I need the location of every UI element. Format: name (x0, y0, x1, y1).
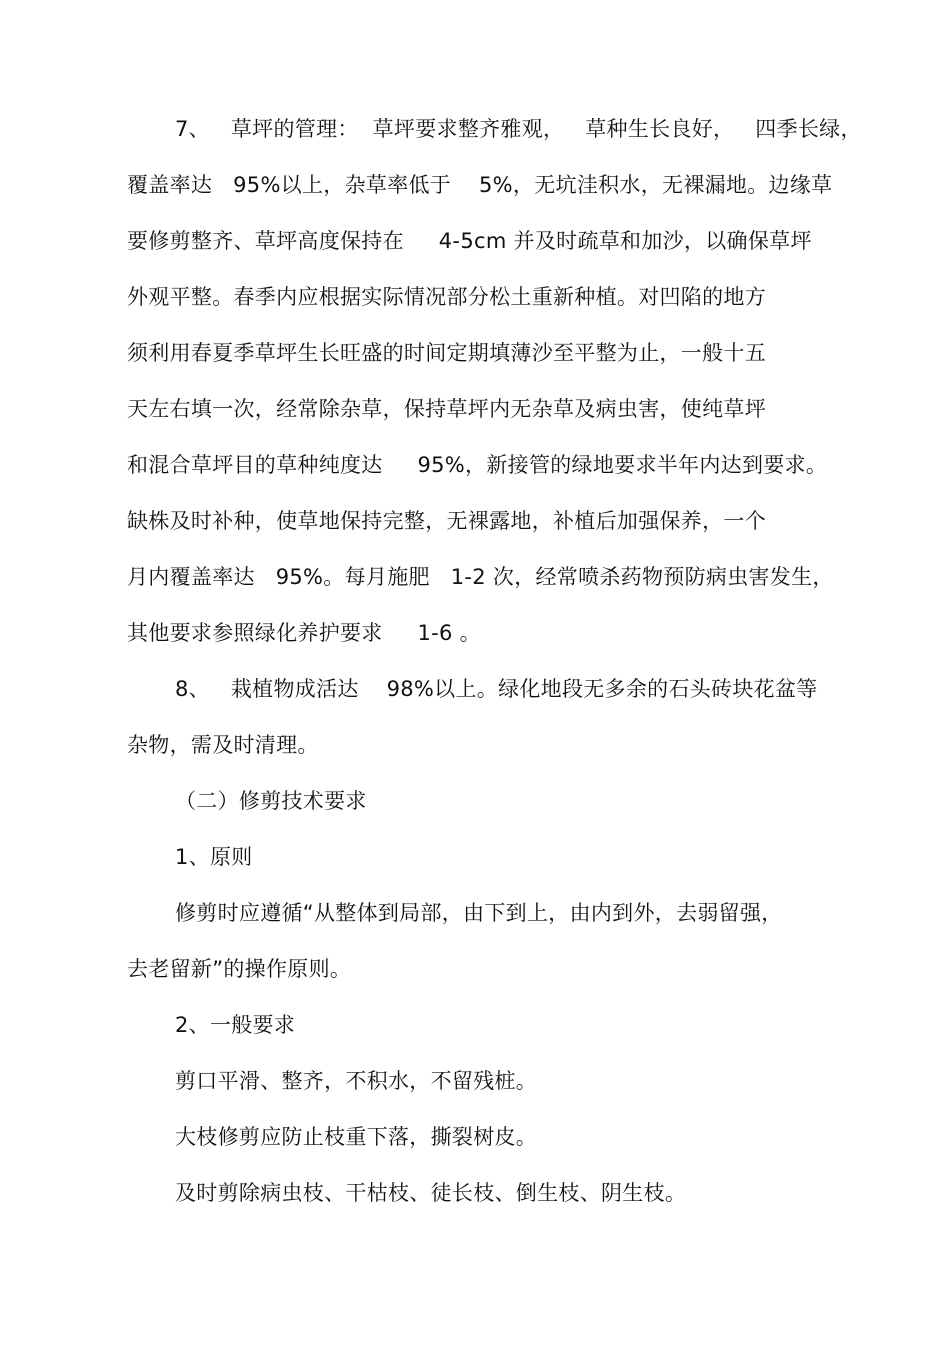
paragraph-7-line-10: 其他要求参照绿化养护要求 1-6 。 (127, 621, 481, 645)
paragraph-7-line-8: 缺株及时补种，使草地保持完整，无裸露地，补植后加强保养，一个 (127, 509, 766, 533)
section-heading-pruning: （二）修剪技术要求 (175, 789, 367, 813)
requirement-item-2: 大枝修剪应防止枝重下落，撕裂树皮。 (175, 1125, 538, 1149)
subheading-principle: 1、原则 (175, 845, 253, 869)
paragraph-7-line-9: 月内覆盖率达 95%。每月施肥 1-2 次，经常喷杀药物预防病虫害发生， (127, 565, 834, 589)
paragraph-7-line-2: 覆盖率达 95%以上，杂草率低于 5%，无坑洼积水，无裸漏地。边缘草 (127, 173, 833, 197)
paragraph-7-line-1: 7、 草坪的管理： 草坪要求整齐雅观， 草种生长良好， 四季长绿， (175, 117, 862, 141)
paragraph-7-line-6: 天左右填一次，经常除杂草，保持草坪内无杂草及病虫害，使纯草坪 (127, 397, 766, 421)
requirement-item-3: 及时剪除病虫枝、干枯枝、徒长枝、倒生枝、阴生枝。 (175, 1181, 687, 1205)
principle-line-2: 去老留新”的操作原则。 (127, 957, 352, 981)
paragraph-7-line-3: 要修剪整齐、草坪高度保持在 4-5cm 并及时疏草和加沙，以确保草坪 (127, 229, 812, 253)
subheading-general-requirements: 2、一般要求 (175, 1013, 296, 1037)
principle-line-1: 修剪时应遵循“从整体到局部，由下到上，由内到外，去弱留强， (175, 901, 783, 925)
paragraph-7-line-5: 须利用春夏季草坪生长旺盛的时间定期填薄沙至平整为止，一般十五 (127, 341, 766, 365)
paragraph-8-line-2: 杂物，需及时清理。 (127, 733, 319, 757)
paragraph-8-line-1: 8、 栽植物成活达 98%以上。绿化地段无多余的石头砖块花盆等 (175, 677, 818, 701)
paragraph-7-line-7: 和混合草坪目的草种纯度达 95%，新接管的绿地要求半年内达到要求。 (127, 453, 828, 477)
paragraph-7-line-4: 外观平整。春季内应根据实际情况部分松土重新种植。对凹陷的地方 (127, 285, 766, 309)
requirement-item-1: 剪口平滑、整齐，不积水，不留残桩。 (175, 1069, 538, 1093)
